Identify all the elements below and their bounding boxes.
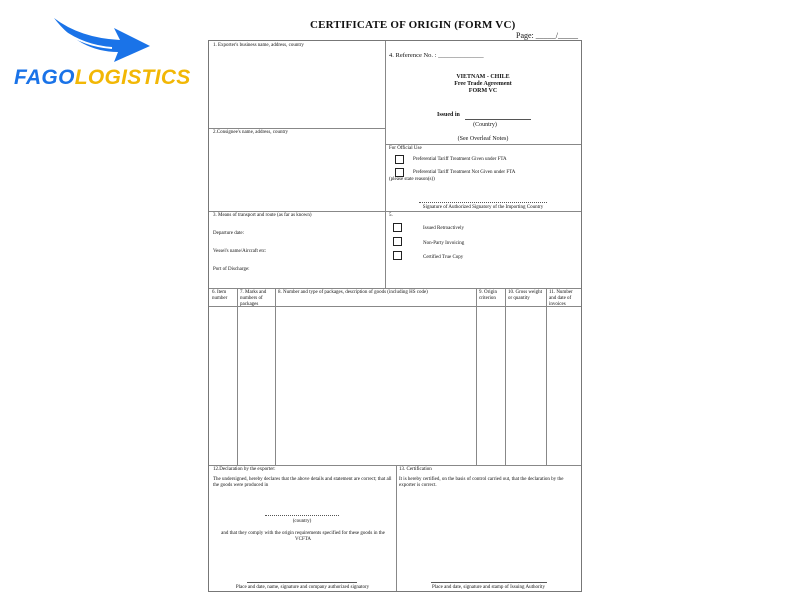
certification-label: 13. Certification — [399, 467, 432, 472]
transport-label: 3. Means of transport and route (as far as known) — [213, 213, 312, 218]
exporter-signature-caption: Place and date, name, signature and company authorized signatory — [235, 585, 370, 590]
country-caption: (Country) — [473, 122, 497, 128]
consignee-label: 2.Consignee's name, address, country — [213, 130, 289, 135]
agreement-title-1: VIETNAM - CHILE — [456, 74, 510, 80]
signature-line — [419, 202, 547, 203]
issued-retroactively-label: Issued Retroactively — [423, 226, 464, 231]
checkbox-issued-retroactively[interactable] — [393, 223, 402, 232]
divider — [476, 288, 477, 465]
checkbox-non-party-invoicing[interactable] — [393, 237, 402, 246]
column-header-item-number: 6. Item number — [212, 290, 228, 301]
column-header-description: 8. Number and type of packages, description of goods (including HS code) — [278, 290, 428, 295]
divider — [209, 288, 581, 289]
certified-true-copy-label: Certified True Copy — [423, 255, 464, 260]
departure-date-label: Departure date: — [213, 231, 244, 236]
vessel-name-label: Vessel's name/Aircraft etc: — [213, 249, 267, 254]
column-header-invoices: 11. Number and date of invoices — [549, 290, 573, 307]
checkbox-certified-true-copy[interactable] — [393, 251, 402, 260]
state-reason-note: (please state reason(s)) — [389, 177, 435, 182]
divider — [505, 288, 506, 465]
column-header-marks: 7. Marks and numbers of packages — [240, 290, 267, 307]
authority-signature-caption: Place and date, signature and stamp of Issuing Authority — [432, 585, 545, 590]
importing-signatory-caption: Signature of Authorized Signatory of the Importing Country — [422, 205, 544, 210]
port-discharge-label: Port of Discharge: — [213, 267, 250, 272]
divider — [237, 288, 238, 465]
page-number-field: Page: _____/_____ — [516, 31, 578, 40]
issued-in-line — [465, 119, 531, 120]
declaration-text: The undersigned, hereby declares that the above details and statement are correct; that all the goods were produced in — [213, 477, 392, 488]
certificate-form — [208, 40, 582, 592]
divider — [546, 288, 547, 465]
exporter-signature-line — [247, 582, 357, 583]
agreement-title-2: Free Trade Agreement — [454, 81, 512, 87]
arrow-logo-icon — [10, 8, 190, 68]
divider — [396, 465, 397, 591]
authority-signature-line — [431, 582, 547, 583]
agreement-title-3: FORM VC — [468, 88, 498, 94]
exporter-label: 1. Exporter's business name, address, country — [213, 43, 304, 48]
checkbox-tariff-given[interactable] — [395, 155, 404, 164]
overleaf-notes: (See Overleaf Notes) — [457, 136, 509, 142]
column-header-gross-weight: 10. Gross weight or quantity — [508, 290, 543, 301]
box5-label: 5. — [389, 213, 393, 218]
divider — [275, 288, 276, 465]
page-title: CERTIFICATE OF ORIGIN (FORM VC) — [310, 19, 516, 31]
declaration-label: 12.Declaration by the exporter: — [213, 467, 276, 472]
checkbox-tariff-not-given[interactable] — [395, 168, 404, 177]
non-party-invoicing-label: Non-Party Invoicing — [423, 241, 465, 246]
divider — [209, 128, 385, 129]
declaration-country-caption: (country) — [292, 519, 312, 524]
divider — [385, 144, 581, 145]
country-line — [265, 515, 339, 516]
divider — [209, 211, 581, 212]
certification-text: It is hereby certified, on the basis of control carried out, that the declaration by the exporter is correct. — [399, 477, 564, 488]
tariff-given-label: Preferential Tariff Treatment Given under FTA — [413, 157, 507, 162]
issued-in-label: Issued in — [437, 112, 460, 118]
divider — [209, 465, 581, 466]
column-header-origin-criterion: 9. Origin criterion — [479, 290, 498, 301]
official-use-label: For Official Use — [389, 146, 422, 151]
tariff-not-given-label: Preferential Tariff Treatment Not Given under FTA — [413, 170, 516, 175]
declaration-compliance-text: and that they comply with the origin requirements specified for these goods in the VCFTA — [221, 531, 385, 542]
logo-wordmark: FAGOLOGISTICS — [14, 66, 191, 89]
reference-number-field: 4. Reference No. : ______________ — [389, 52, 484, 59]
